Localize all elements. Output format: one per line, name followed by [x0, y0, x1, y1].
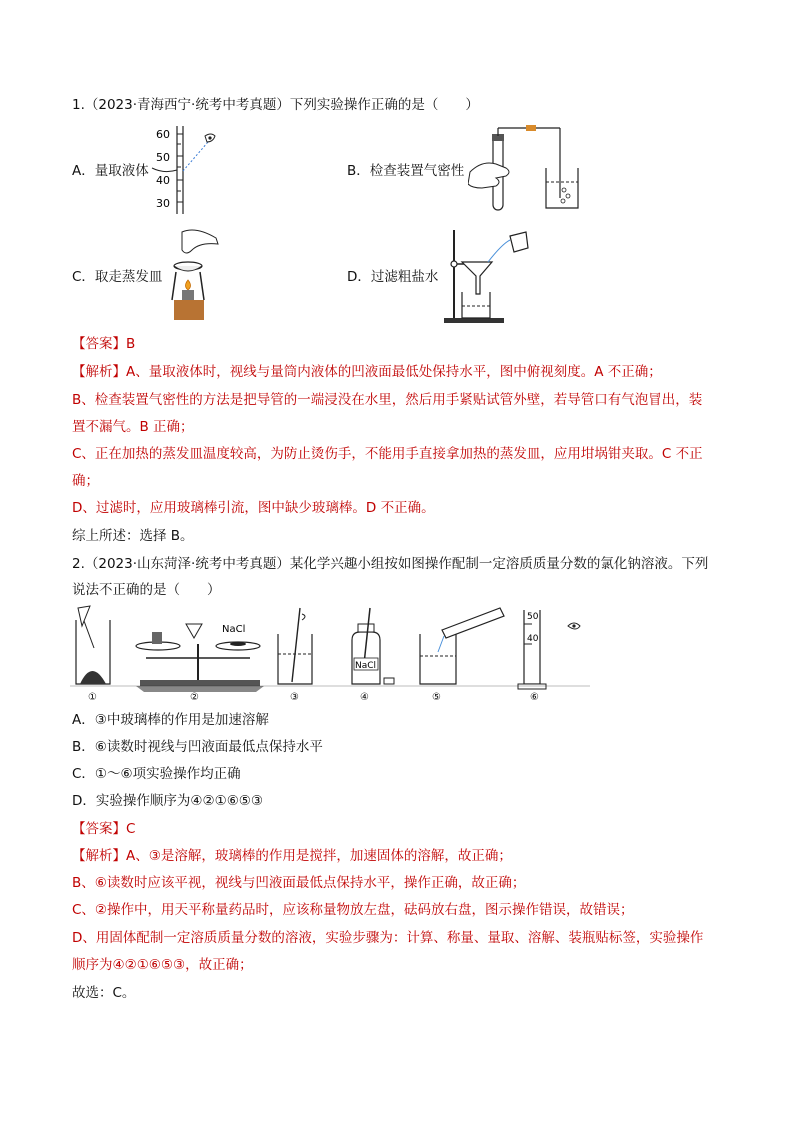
q2-step-3: ③	[290, 692, 299, 702]
q1-stem: 1.（2023·青海西宁·统考中考真题）下列实验操作正确的是（ ）	[72, 97, 479, 113]
q1-figure-c-evaporating-dish	[164, 228, 220, 324]
q1-answer-tag: 【答案】	[72, 336, 126, 352]
q1-figure-b-airtight-check	[468, 122, 586, 214]
q1-analysis-line-6: D、过滤时，应用玻璃棒引流，图中缺少玻璃棒。D 不正确。	[72, 500, 435, 516]
q2-option-b: B．⑥读数时视线与凹液面最低点保持水平	[72, 739, 323, 755]
q2-answer	[72, 820, 135, 838]
q1-figure-a-cylinder	[150, 124, 230, 216]
q1-answer-value: B	[126, 336, 136, 352]
q2-answer-tag: 【答案】	[72, 821, 126, 837]
q2-answer-value: C	[126, 821, 136, 837]
q1-option-a: A．量取液体	[72, 163, 149, 179]
q1-option-b: B．检查装置气密性	[347, 163, 465, 179]
q2-analysis-line-4: D、用固体配制一定溶质质量分数的溶液，实验步骤为：计算、称量、量取、溶解、装瓶贴标签，实验操作	[72, 930, 704, 946]
q1-analysis-line-2: B、检查装置气密性的方法是把导管的一端浸没在水里，然后用手紧贴试管外壁，若导管口有气泡冒出，装	[72, 392, 703, 408]
q2-analysis-line-2: B、⑥读数时应该平视，视线与凹液面最低点保持水平，操作正确，故正确；	[72, 875, 526, 891]
q2-step-5: ⑤	[432, 692, 441, 702]
q1-option-d: D．过滤粗盐水	[347, 269, 439, 285]
q1-summary: 综上所述：选择 B。	[72, 528, 194, 544]
q2-step-6: ⑥	[530, 692, 539, 702]
q2-step-1: ①	[88, 692, 97, 702]
q2-step-2: ②	[190, 692, 199, 702]
q2-analysis-line-1	[72, 847, 512, 865]
q2-option-c: C．①～⑥项实验操作均正确	[72, 766, 241, 782]
q2-analysis-text-1: A、③是溶解，玻璃棒的作用是搅拌，加速固体的溶解，故正确；	[126, 848, 512, 864]
q2-stem-line-1: 2.（2023·山东菏泽·统考中考真题）某化学兴趣小组按如图操作配制一定溶质质量分数的氯化钠溶液。下列	[72, 556, 709, 572]
q1-tick-30: 30	[156, 197, 170, 210]
q1-analysis-line-4: C、正在加热的蒸发皿温度较高，为防止烫伤手，不能用手直接拿加热的蒸发皿，应用坩埚钳夹取。C 不正	[72, 446, 703, 462]
q1-tick-50: 50	[156, 151, 170, 164]
q1-analysis-line-1	[72, 363, 662, 381]
q2-bottle-label: NaCl	[355, 661, 377, 671]
q2-stem-line-2: 说法不正确的是（ ）	[72, 582, 221, 598]
q2-figure-solution-preparation	[70, 604, 590, 702]
q2-option-d: D．实验操作顺序为④②①⑥⑤③	[72, 793, 264, 809]
q2-analysis-line-5: 顺序为④②①⑥⑤③，故正确；	[72, 957, 253, 973]
q2-nacl-label: NaCl	[222, 624, 246, 635]
q1-analysis-text-1: A、量取液体时，视线与量筒内液体的凹液面最低处保持水平，图中俯视刻度。A 不正确；	[126, 364, 662, 380]
q2-cyl-tick-50: 50	[527, 612, 539, 622]
q1-analysis-line-5: 确；	[72, 473, 99, 489]
q2-analysis-tag: 【解析】	[72, 848, 126, 864]
q1-analysis-tag: 【解析】	[72, 364, 126, 380]
q2-cyl-tick-40: 40	[527, 634, 539, 644]
q2-analysis-line-3: C、②操作中，用天平称量药品时，应该称量物放左盘，砝码放右盘，图示操作错误，故错误；	[72, 902, 634, 918]
q1-answer	[72, 335, 135, 353]
q2-step-4: ④	[360, 692, 369, 702]
q1-analysis-line-3: 置不漏气。B 正确；	[72, 419, 194, 435]
q1-tick-40: 40	[156, 174, 170, 187]
q2-summary: 故选：C。	[72, 985, 136, 1001]
q2-option-a: A．③中玻璃棒的作用是加速溶解	[72, 712, 269, 728]
q1-option-c: C．取走蒸发皿	[72, 269, 163, 285]
q1-tick-60: 60	[156, 128, 170, 141]
q1-figure-d-filtration	[440, 226, 535, 326]
